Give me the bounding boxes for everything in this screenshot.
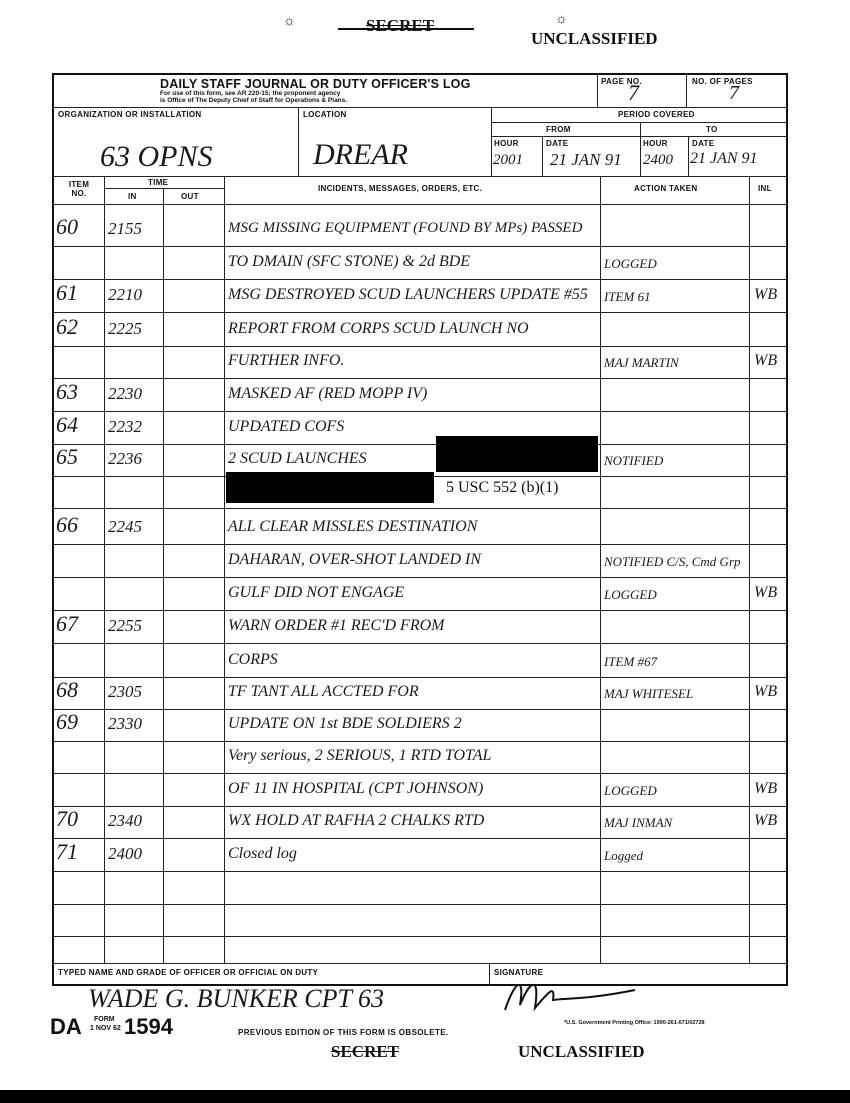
period-covered-label: PERIOD COVERED: [618, 110, 695, 119]
gpo-note: *U.S. Government Printing Office: 1990-261-671/02728: [564, 1020, 705, 1026]
row-incident-text: CORPS: [228, 651, 278, 668]
row-divider: [52, 773, 788, 774]
row-time-in: 2230: [108, 384, 142, 403]
row-incident-text: Closed log: [228, 845, 297, 862]
row-item-no: 67: [56, 611, 78, 636]
row-divider: [52, 378, 788, 379]
row-initials: WB: [754, 683, 778, 700]
from-label: FROM: [546, 125, 571, 134]
row-item-no: 69: [56, 709, 78, 734]
org-value: 63 OPNS: [100, 140, 213, 173]
row-item-no: 62: [56, 314, 78, 339]
to-label: TO: [706, 125, 718, 134]
row-action-taken: NOTIFIED: [604, 453, 664, 468]
top-unclassified-mark: UNCLASSIFIED: [531, 29, 658, 48]
row-incident-text: FURTHER INFO.: [228, 352, 345, 369]
to-hour-label: HOUR: [643, 139, 668, 148]
scan-edge-bar: [0, 1090, 850, 1103]
stamp-smudge-icon: ☼: [283, 12, 296, 28]
row-time-in: 2255: [108, 616, 142, 635]
row-time-in: 2245: [108, 517, 142, 536]
row-incident-text: MSG DESTROYED SCUD LAUNCHERS UPDATE #55: [228, 286, 588, 303]
row-action-taken: ITEM #67: [604, 654, 658, 669]
no-of-pages-value: 7: [729, 82, 739, 104]
col-time: TIME: [148, 178, 169, 187]
col-action: ACTION TAKEN: [634, 184, 698, 193]
row-divider: [52, 871, 788, 872]
row-time-in: 2236: [108, 449, 142, 468]
signature-label: SIGNATURE: [494, 968, 544, 977]
row-time-in: 2225: [108, 319, 142, 338]
row-incident-text: DAHARAN, OVER-SHOT LANDED IN: [228, 551, 482, 568]
row-divider: [52, 677, 788, 678]
signature-scribble: [495, 970, 655, 1020]
to-hour-value: 2400: [643, 152, 673, 168]
row-item-no: 63: [56, 379, 78, 404]
stamp-smudge-icon-right: ☼: [555, 10, 568, 26]
row-incident-text: 2 SCUD LAUNCHES: [228, 450, 367, 467]
redaction-box-top: [436, 436, 598, 472]
row-divider: [52, 610, 788, 611]
row-divider: [52, 741, 788, 742]
page-no-label: PAGE NO.: [601, 77, 642, 86]
form-number: 1594: [124, 1014, 173, 1039]
col-inl: INL: [758, 184, 772, 193]
row-incident-text: REPORT FROM CORPS SCUD LAUNCH NO: [228, 320, 529, 337]
row-incident-text: GULF DID NOT ENGAGE: [228, 584, 405, 601]
row-time-in: 2400: [108, 844, 142, 863]
row-item-no: 65: [56, 444, 78, 469]
row-action-taken: MAJ INMAN: [604, 815, 673, 830]
row-item-no: 60: [56, 214, 78, 239]
redaction-exemption-label: 5 USC 552 (b)(1): [446, 479, 559, 496]
row-divider: [52, 279, 788, 280]
row-action-taken: MAJ WHITESEL: [604, 686, 694, 701]
row-divider: [52, 246, 788, 247]
row-incident-text: ALL CLEAR MISSLES DESTINATION: [228, 518, 478, 535]
row-time-in: 2232: [108, 417, 142, 436]
location-value: DREAR: [313, 138, 408, 171]
row-incident-text: OF 11 IN HOSPITAL (CPT JOHNSON): [228, 780, 484, 797]
row-divider: [52, 643, 788, 644]
row-initials: WB: [754, 780, 778, 797]
org-label: ORGANIZATION OR INSTALLATION: [58, 110, 202, 119]
row-time-in: 2155: [108, 219, 142, 238]
row-divider: [52, 904, 788, 905]
bottom-unclassified-mark: UNCLASSIFIED: [518, 1042, 645, 1061]
row-action-taken: NOTIFIED C/S, Cmd Grp: [604, 554, 741, 569]
row-action-taken: MAJ MARTIN: [604, 355, 679, 370]
row-divider: [52, 508, 788, 509]
row-action-taken: LOGGED: [604, 256, 657, 271]
row-incident-text: UPDATED COFS: [228, 418, 345, 435]
row-incident-text: Very serious, 2 SERIOUS, 1 RTD TOTAL: [228, 747, 492, 764]
row-incident-text: TO DMAIN (SFC STONE) & 2d BDE: [228, 253, 471, 270]
row-time-in: 2210: [108, 285, 142, 304]
previous-edition-note: PREVIOUS EDITION OF THIS FORM IS OBSOLETE.: [238, 1028, 449, 1037]
row-action-taken: Logged: [604, 848, 643, 863]
form-subtitle-2: is Office of The Deputy Chief of Staff for Operations & Plans.: [160, 97, 348, 104]
top-secret-struck-mark: SECRET: [366, 16, 435, 35]
form-word: FORM: [94, 1016, 115, 1023]
row-divider: [52, 838, 788, 839]
typed-name-label: TYPED NAME AND GRADE OF OFFICER OR OFFICIAL ON DUTY: [58, 968, 319, 977]
row-divider: [52, 709, 788, 710]
col-incidents: INCIDENTS, MESSAGES, ORDERS, ETC.: [318, 184, 483, 193]
row-initials: WB: [754, 584, 778, 601]
bottom-secret-struck-mark: SECRET: [331, 1042, 400, 1061]
row-initials: WB: [754, 812, 778, 829]
typed-name-value: WADE G. BUNKER CPT 63: [88, 984, 384, 1013]
row-item-no: 71: [56, 839, 78, 864]
row-item-no: 64: [56, 412, 78, 437]
row-incident-text: WARN ORDER #1 REC'D FROM: [228, 617, 445, 634]
location-label: LOCATION: [303, 110, 347, 119]
row-time-in: 2305: [108, 682, 142, 701]
top-strike-line: [338, 28, 474, 30]
from-date-label: DATE: [546, 139, 569, 148]
from-hour-label: HOUR: [494, 139, 519, 148]
redaction-box-bottom: [226, 472, 434, 503]
row-initials: WB: [754, 286, 778, 303]
row-action-taken: LOGGED: [604, 783, 657, 798]
row-divider: [52, 806, 788, 807]
form-title: DAILY STAFF JOURNAL OR DUTY OFFICER'S LOG: [160, 77, 471, 91]
to-date-label: DATE: [692, 139, 715, 148]
form-subtitle-1: For use of this form, see AR 220-15; the proponent agency: [160, 90, 341, 97]
no-of-pages-label: NO. OF PAGES: [692, 77, 753, 86]
row-divider: [52, 936, 788, 937]
page-no-value: 7: [628, 80, 639, 105]
row-incident-text: WX HOLD AT RAFHA 2 CHALKS RTD: [228, 812, 485, 829]
form-date: 1 NOV 62: [90, 1025, 121, 1032]
row-incident-text: TF TANT ALL ACCTED FOR: [228, 683, 419, 700]
from-date-value: 21 JAN 91: [550, 150, 622, 169]
row-divider: [52, 411, 788, 412]
row-time-in: 2340: [108, 811, 142, 830]
col-in: IN: [128, 192, 137, 201]
row-initials: WB: [754, 352, 778, 369]
form-da: DA: [50, 1014, 82, 1039]
row-incident-text: UPDATE ON 1st BDE SOLDIERS 2: [228, 715, 462, 732]
row-time-in: 2330: [108, 714, 142, 733]
row-item-no: 66: [56, 512, 78, 537]
row-item-no: 61: [56, 280, 78, 305]
col-item-no: ITEM NO.: [68, 180, 90, 198]
row-divider: [52, 444, 788, 445]
row-action-taken: ITEM 61: [604, 289, 651, 304]
col-out: OUT: [181, 192, 199, 201]
row-incident-text: MASKED AF (RED MOPP IV): [228, 385, 428, 402]
row-divider: [52, 577, 788, 578]
row-divider: [52, 312, 788, 313]
row-action-taken: LOGGED: [604, 587, 657, 602]
row-divider: [52, 346, 788, 347]
from-hour-value: 2001: [493, 152, 523, 168]
to-date-value: 21 JAN 91: [690, 150, 758, 167]
row-divider: [52, 544, 788, 545]
row-incident-text: MSG MISSING EQUIPMENT (FOUND BY MPs) PASSED: [228, 220, 583, 236]
row-item-no: 70: [56, 806, 78, 831]
row-item-no: 68: [56, 677, 78, 702]
